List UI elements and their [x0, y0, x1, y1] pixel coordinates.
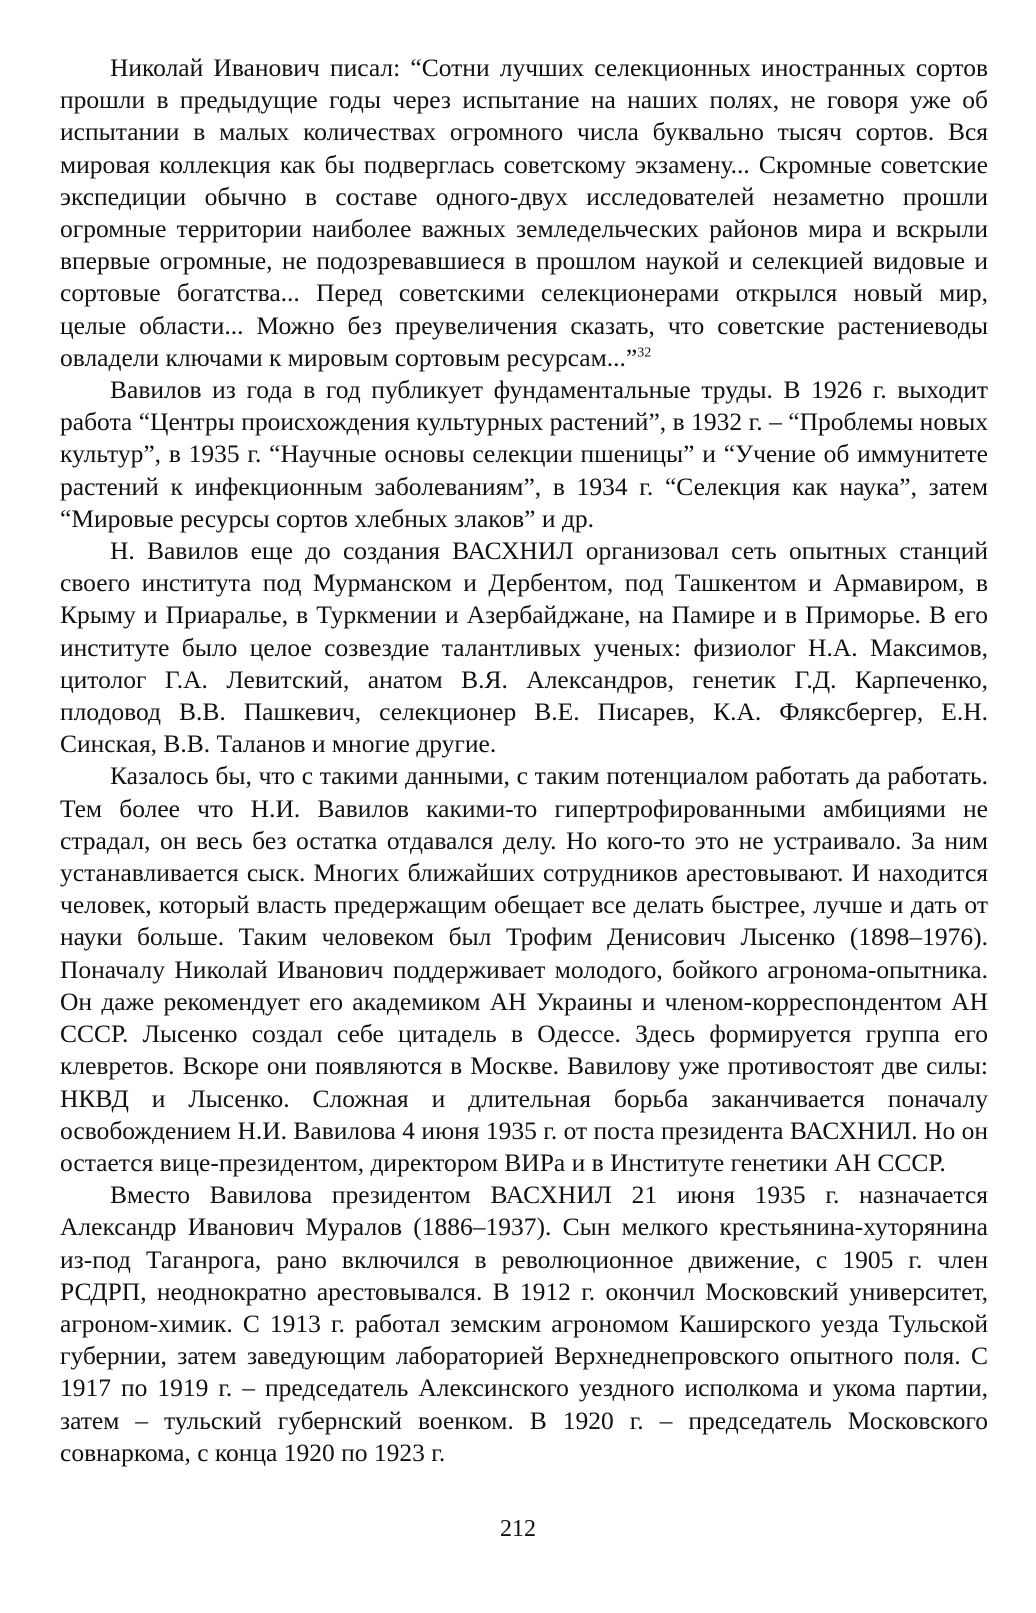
- paragraph-experimental-stations: [60, 535, 988, 760]
- page-number: 212: [500, 1516, 536, 1542]
- paragraph-vavilov-quote: [60, 52, 988, 374]
- paragraph-text: Казалось бы, что с такими данными, с таким потенциалом работать да работать. Тем более что Н.И. Вавилов какими-то гипертрофированными амбициями не страдал, он весь без остатка отдавался делу. Но кого-то это не устраивало. За ним устанавливается сыск. Многих ближайших сотрудников арестовывают. И находится человек, который власть предержащим обещает все делать быстрее, лучше и дать от науки больше. Таким человеком был Трофим Денисович Лысенко (1898–1976). Поначалу Николай Иванович поддерживает молодого, бойкого агронома-опытника. Он даже рекомендует его академиком АН Украины и членом-корреспондентом АН СССР. Лысенко создал себе цитадель в Одессе. Здесь формируется группа его клевретов. Вскоре они появляются в Москве. Вавилову уже противостоят две силы: НКВД и Лысенко. Сложная и длительная борьба заканчивается поначалу освобождением Н.И. Вавилова 4 июня 1935 г. от поста президента ВАСХНИЛ. Но он остается вице-президентом, директором ВИРа и в Институте генетики АН СССР.: [60, 761, 988, 1177]
- paragraph-text: Н. Вавилов еще до создания ВАСХНИЛ организовал сеть опытных станций своего института под Мурманском и Дербентом, под Ташкентом и Армавиром, в Крыму и Приаралье, в Туркмении и Азербайджане, на Памире и в Приморье. В его институте было целое созвездие талантливых ученых: физиолог Н.А. Максимов, цитолог Г.А. Левитский, анатом В.Я. Александров, генетик Г.Д. Карпеченко, плодовод В.В. Пашкевич, селекционер В.Е. Писарев, К.А. Фляксбергер, Е.Н. Синская, В.В. Таланов и многие другие.: [60, 536, 988, 759]
- paragraph-text: Вавилов из года в год публикует фундаментальные труды. В 1926 г. выходит работа “Центры происхождения культурных растений”, в 1932 г. – “Проблемы новых культур”, в 1935 г. “Научные основы селекции пшеницы” и “Учение об иммунитете растений к инфекционным заболеваниям”, в 1934 г. “Селекция как наука”, затем “Мировые ресурсы сортов хлебных злаков” и др.: [60, 375, 988, 533]
- page-body: [60, 52, 988, 1469]
- paragraph-text: Вместо Вавилова президентом ВАСХНИЛ 21 июня 1935 г. назначается Александр Иванович Муралов (1886–1937). Сын мелкого крестьянина-хуторянина из-под Таганрога, рано включился в революционное движение, с 1905 г. член РСДРП, неоднократно арестовывался. В 1912 г. окончил Московский университет, агроном-химик. С 1913 г. работал земским агрономом Каширского уезда Тульской губернии, затем заведующим лабораторией Верхнеднепровского опытного поля. С 1917 по 1919 г. – председатель Алексинского уездного исполкома и укома партии, затем – тульский губернский военком. В 1920 г. – председатель Московского совнаркома, с конца 1920 по 1923 г.: [60, 1180, 988, 1467]
- paragraph-muralov: [60, 1179, 988, 1469]
- footnote-marker: 32: [637, 345, 652, 361]
- paragraph-lysenko: [60, 760, 988, 1179]
- paragraph-text: Николай Иванович писал: “Сотни лучших селекционных иностранных сортов прошли в предыдущие годы через испытание на наших полях, не говоря уже об испытании в малых количествах огромного числа буквально тысяч сортов. Вся мировая коллекция как бы подверглась советскому экзамену... Скромные советские экспедиции обычно в составе одного-двух исследователей незаметно прошли огромные территории наиболее важных земледельческих районов мира и вскрыли впервые огромные, не подозревавшиеся в прошлом наукой и селекцией видовые и сортовые богатства... Перед советскими селекционерами открылся новый мир, целые области... Можно без преувеличения сказать, что советские растениеводы овладели ключами к мировым сортовым ресурсам...”: [60, 53, 988, 372]
- paragraph-publications: [60, 374, 988, 535]
